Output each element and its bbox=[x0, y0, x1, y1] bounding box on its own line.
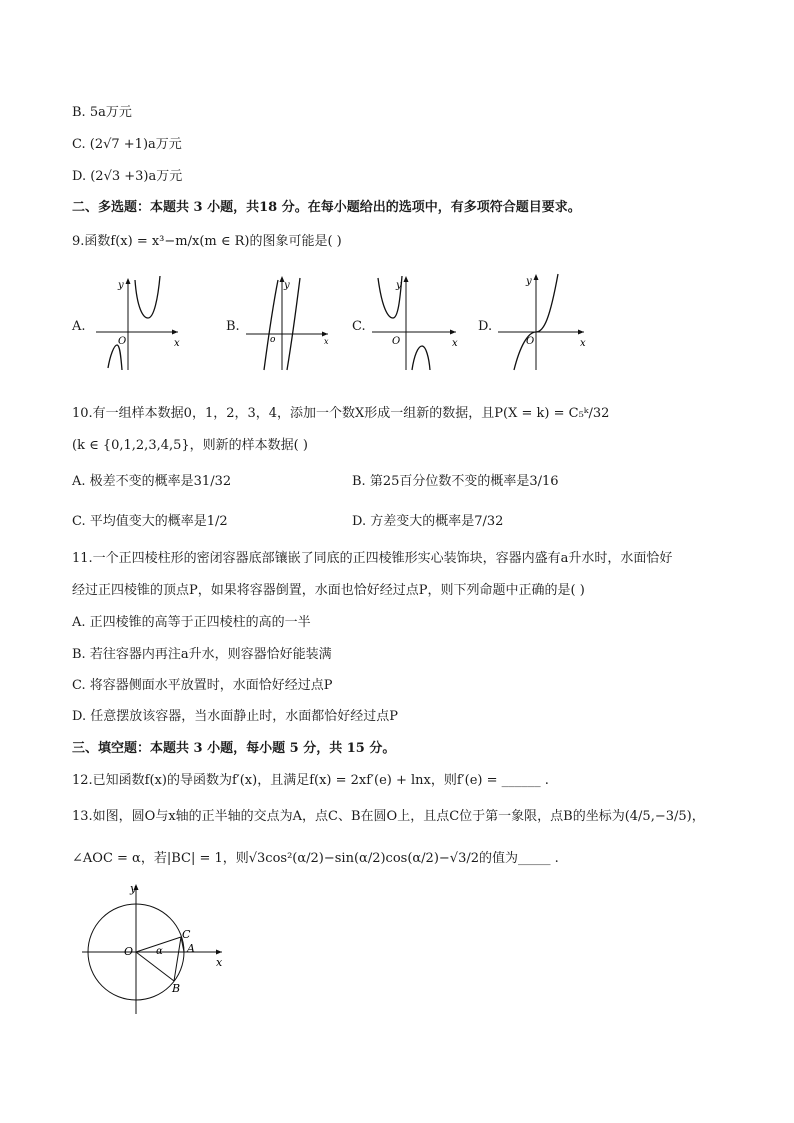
question-13-stem-continued: ∠AOC = α，若|BC| = 1，则√3cos²(α/2)−sin(α/2)cos(α/2)−√3/2的值为_____ . bbox=[72, 851, 559, 866]
graph-b bbox=[240, 270, 340, 375]
graph-label-c: C. bbox=[352, 319, 366, 334]
x-axis-label: x bbox=[324, 337, 329, 346]
question-11-option-d: D. 任意摆放该容器，当水面静止时，水面都恰好经过点P bbox=[72, 709, 398, 724]
x-axis-label: x bbox=[174, 338, 180, 349]
question-13-stem: 13.如图，圆O与x轴的正半轴的交点为A，点C、B在圆O上，且点C位于第一象限，点B的坐标为(4/5,−3/5)， bbox=[72, 809, 705, 824]
question-12: 12.已知函数f(x)的导函数为f′(x)，且满足f(x) = 2xf′(e) + lnx，则f′(e) = ______ . bbox=[72, 773, 549, 788]
y-axis-label: y bbox=[396, 280, 402, 291]
angle-alpha-label: α bbox=[156, 946, 163, 957]
question-10-option-a: A. 极差不变的概率是31/32 bbox=[72, 474, 232, 489]
point-c-label: C bbox=[182, 928, 191, 941]
section-heading-multiple-choice: 二、多选题：本题共 3 小题，共18 分。在每小题给出的选项中，有多项符合题目要求。 bbox=[72, 200, 581, 215]
y-axis-label: y bbox=[284, 280, 290, 291]
y-axis-label: y bbox=[526, 276, 532, 287]
question-11-option-a: A. 正四棱锥的高等于正四棱柱的高的一半 bbox=[72, 615, 311, 630]
graph-d bbox=[492, 270, 592, 375]
origin-label: O bbox=[392, 336, 401, 347]
question-10-option-d: D. 方差变大的概率是7/32 bbox=[352, 514, 504, 529]
question-10-option-c: C. 平均值变大的概率是1/2 bbox=[72, 514, 228, 529]
option-c: C. (2√7 +1)a万元 bbox=[72, 137, 182, 152]
y-axis-label: y bbox=[130, 882, 137, 895]
x-axis-label: x bbox=[216, 956, 223, 969]
option-d: D. (2√3 +3)a万元 bbox=[72, 169, 183, 184]
x-axis-label: x bbox=[452, 338, 458, 349]
option-b: B. 5a万元 bbox=[72, 105, 132, 120]
graph-label-d: D. bbox=[478, 319, 493, 334]
origin-label: O bbox=[526, 336, 535, 347]
y-axis-label: y bbox=[118, 280, 124, 291]
x-axis-label: x bbox=[580, 338, 586, 349]
question-11-option-b: B. 若往容器内再注a升水，则容器恰好能装满 bbox=[72, 647, 332, 662]
origin-label: O bbox=[118, 336, 127, 347]
graph-label-b: B. bbox=[226, 319, 240, 334]
circle-diagram bbox=[80, 880, 230, 1018]
question-11-option-c: C. 将容器侧面水平放置时，水面恰好经过点P bbox=[72, 678, 333, 693]
question-10-stem: 10.有一组样本数据0，1，2，3，4，添加一个数X形成一组新的数据，且P(X = k) = C₅ᵏ/32 bbox=[72, 406, 610, 421]
graph-label-a: A. bbox=[72, 319, 86, 334]
point-a-label: A bbox=[187, 942, 195, 955]
graph-a bbox=[90, 270, 190, 375]
point-b-label: B bbox=[172, 982, 181, 995]
origin-label: O bbox=[124, 945, 134, 958]
origin-label: o bbox=[270, 335, 276, 345]
section-heading-fill-in: 三、填空题：本题共 3 小题，每小题 5 分，共 15 分。 bbox=[72, 741, 396, 756]
graph-c bbox=[366, 270, 466, 375]
question-10-option-b: B. 第25百分位数不变的概率是3/16 bbox=[352, 474, 559, 489]
question-10-stem-continued: (k ∈ {0,1,2,3,4,5}，则新的样本数据( ) bbox=[72, 438, 308, 453]
question-11-stem: 11.一个正四棱柱形的密闭容器底部镶嵌了同底的正四棱锥形实心装饰块，容器内盛有a升水时，水面恰好 bbox=[72, 551, 673, 566]
question-9-stem: 9.函数f(x) = x³−m/x(m ∈ R)的图象可能是( ) bbox=[72, 234, 342, 249]
question-11-stem-continued: 经过正四棱锥的顶点P，如果将容器倒置，水面也恰好经过点P，则下列命题中正确的是( ) bbox=[72, 583, 585, 598]
